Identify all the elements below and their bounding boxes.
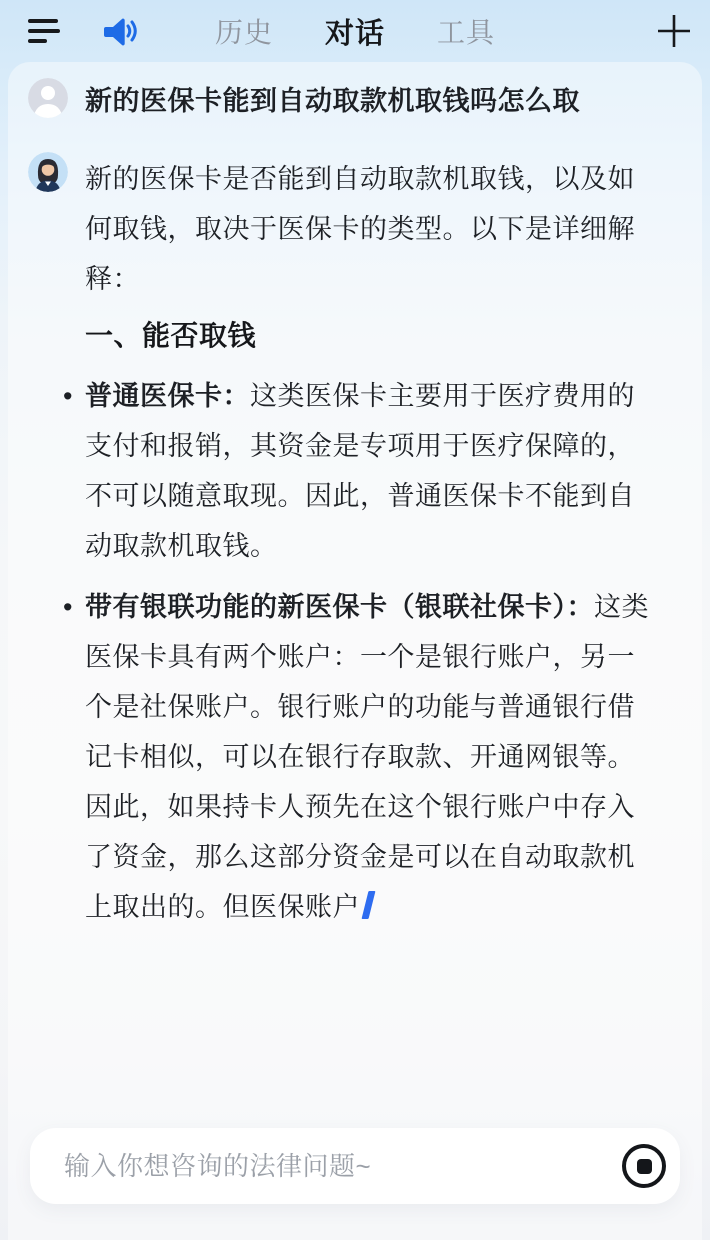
user-avatar xyxy=(28,78,68,118)
bullet-label: 普通医保卡： xyxy=(85,381,250,411)
tab-tools[interactable]: 工具 xyxy=(437,17,496,48)
bullet-label: 带有银联功能的新医保卡（银联社保卡）： xyxy=(85,592,594,622)
streaming-cursor-icon xyxy=(362,891,376,919)
question-input[interactable] xyxy=(64,1151,622,1182)
plus-icon[interactable] xyxy=(656,13,692,49)
speaker-icon[interactable] xyxy=(102,14,138,48)
menu-icon[interactable] xyxy=(28,19,60,43)
bullet-list xyxy=(85,371,662,932)
composer-bar xyxy=(30,1128,680,1204)
user-message: 新的医保卡能到自动取款机取钱吗怎么取 xyxy=(85,85,580,116)
bullet-text: 这类医保卡具有两个账户：一个是银行账户，另一个是社保账户。银行账户的功能与普通银行借记卡相似，可以在银行存取款、开通网银等。因此，如果持卡人预先在这个银行账户中存入了资金，那么这部分资金是可以在自动取款机上取出的。但医保账户 xyxy=(85,592,649,922)
section-heading: 一、能否取钱 xyxy=(85,320,257,351)
assistant-avatar xyxy=(28,152,68,192)
tab-history[interactable]: 历史 xyxy=(214,17,273,48)
tab-bar xyxy=(215,0,495,62)
assistant-message-row xyxy=(28,152,662,932)
stop-icon[interactable] xyxy=(622,1144,666,1188)
list-item xyxy=(85,371,662,571)
tab-conversation[interactable]: 对话 xyxy=(324,17,386,50)
bullet-text: 这类医保卡主要用于医疗费用的支付和报销，其资金是专项用于医疗保障的，不可以随意取现。因此，普通医保卡不能到自动取款机取钱。 xyxy=(85,381,635,561)
assistant-message xyxy=(85,152,662,932)
chat-area xyxy=(8,62,702,932)
top-bar xyxy=(0,0,710,62)
user-message-row xyxy=(28,78,662,118)
assistant-intro: 新的医保卡是否能到自动取款机取钱，以及如何取钱，取决于医保卡的类型。以下是详细解释： xyxy=(85,164,635,294)
list-item xyxy=(85,582,662,932)
